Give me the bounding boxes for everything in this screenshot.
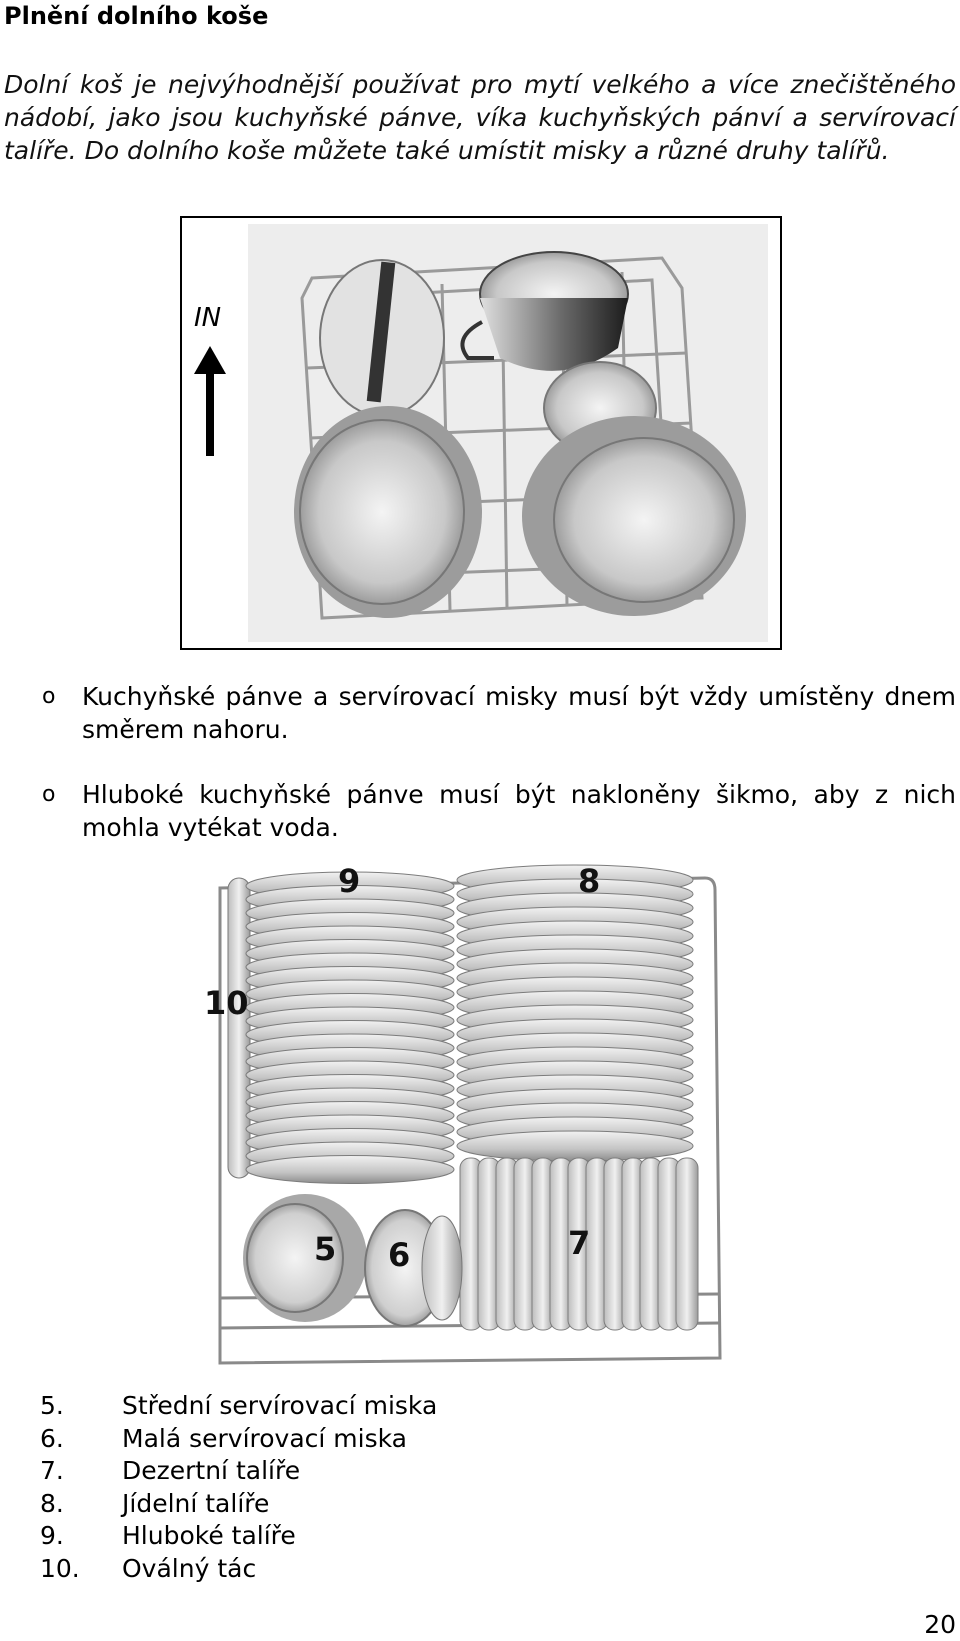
- bullet-marker: o: [42, 684, 56, 709]
- legend-item: 10. Oválný tác: [40, 1553, 257, 1583]
- bullet-text: Kuchyňské pánve a servírovací misky musí být vždy umístěny dnem směrem nahoru.: [82, 682, 956, 744]
- label-8: 8: [578, 862, 601, 900]
- legend-item: 6. Malá servírovací miska: [40, 1423, 407, 1453]
- direction-label: IN: [194, 303, 222, 333]
- bullet-marker: o: [42, 782, 56, 807]
- lower-basket-pans-figure: [180, 216, 782, 650]
- label-9: 9: [338, 862, 361, 900]
- page-title: Plnění dolního koše: [4, 2, 269, 30]
- dessert-plate: [676, 1158, 698, 1330]
- legend-item: 5. Střední servírovací miska: [40, 1391, 438, 1420]
- bullet-text: Hluboké kuchyňské pánve musí být nakloněny šikmo, aby z nich mohla vytékat voda.: [82, 780, 956, 842]
- legend-item: 7. Dezertní talíře: [40, 1456, 301, 1485]
- dinner-plate: [457, 1131, 693, 1161]
- legend-list: [40, 1390, 437, 1585]
- list-item: [0, 778, 960, 844]
- pans-illustration: [182, 218, 780, 648]
- label-10: 10: [204, 984, 249, 1022]
- legend-item: 8. Jídelní talíře: [40, 1488, 270, 1518]
- list-item: [0, 680, 960, 746]
- label-5: 5: [314, 1230, 337, 1268]
- deep-plate: [246, 1156, 454, 1184]
- lower-basket-plates-figure: [204, 858, 755, 1378]
- intro-paragraph: Dolní koš je nejvýhodnější používat pro mytí velkého a více znečištěného nádobí, jako jsou kuchyňské pánve, víka kuchyňských pánví a servírovací talíře. Do dolního koše můžete také umístit misky a různé druhy talířů.: [4, 70, 956, 165]
- page-number: 20: [924, 1610, 956, 1639]
- label-7: 7: [568, 1224, 591, 1262]
- instruction-list: [0, 680, 960, 876]
- label-6: 6: [388, 1236, 411, 1274]
- legend-item: 9. Hluboké talíře: [40, 1521, 296, 1550]
